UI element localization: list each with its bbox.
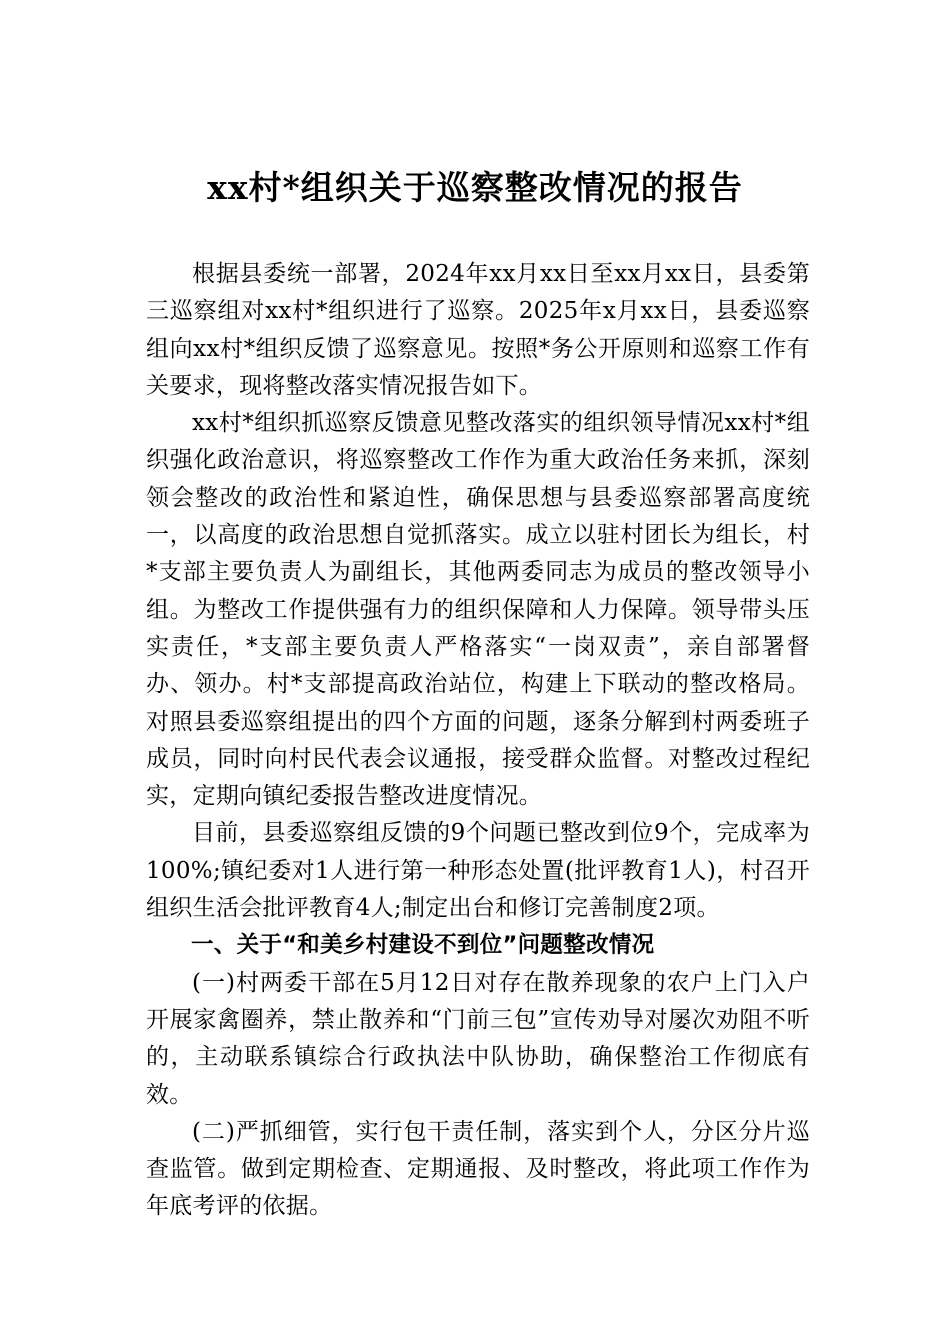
document-title: xx村*组织关于巡察整改情况的报告 <box>207 168 743 207</box>
section-heading-1: 一、关于“和美乡村建设不到位”问题整改情况 <box>191 932 655 959</box>
paragraph-intro: 根据县委统一部署，2024年xx月xx日至xx月xx日，县委第三巡察组对xx村*组织进行了巡察。2025年x月xx日，县委巡察组向xx村*组织反馈了巡察意见。按照*务公开原则和巡察工作有关要求，现将整改落实情况报告如下。 <box>146 261 810 399</box>
paragraph-organization-leadership: xx村*组织抓巡察反馈意见整改落实的组织领导情况xx村*组织强化政治意识，将巡察整改工作作为重大政治任务来抓，深刻领会整改的政治性和紧迫性，确保思想与县委巡察部署高度统一，以高度的政治思想自觉抓落实。成立以驻村团长为组长，村*支部主要负责人为副组长，其他两委同志为成员的整改领导小组。为整改工作提供强有力的组织保障和人力保障。领导带头压实责任，*支部主要负责人严格落实“一岗双责”，亲自部署督办、领办。村*支部提高政治站位，构建上下联动的整改格局。对照县委巡察组提出的四个方面的问题，逐条分解到村两委班子成员，同时向村民代表会议通报，接受群众监督。对整改过程纪实，定期向镇纪委报告整改进度情况。 <box>146 410 810 810</box>
paragraph-current-progress: 目前，县委巡察组反馈的9个问题已整改到位9个，完成率为100%;镇纪委对1人进行第一种形态处置(批评教育1人)，村召开组织生活会批评教育4人;制定出台和修订完善制度2项。 <box>146 820 810 922</box>
paragraph-item-2: (二)严抓细管，实行包干责任制，落实到个人，分区分片巡查监管。做到定期检查、定期通报、及时整改，将此项工作作为年底考评的依据。 <box>146 1118 810 1220</box>
document-body <box>146 256 810 1226</box>
paragraph-item-1: (一)村两委干部在5月12日对存在散养现象的农户上门入户开展家禽圈养，禁止散养和“门前三包”宣传劝导对屡次劝阻不听的，主动联系镇综合行政执法中队协助，确保整治工作彻底有效。 <box>146 969 810 1108</box>
